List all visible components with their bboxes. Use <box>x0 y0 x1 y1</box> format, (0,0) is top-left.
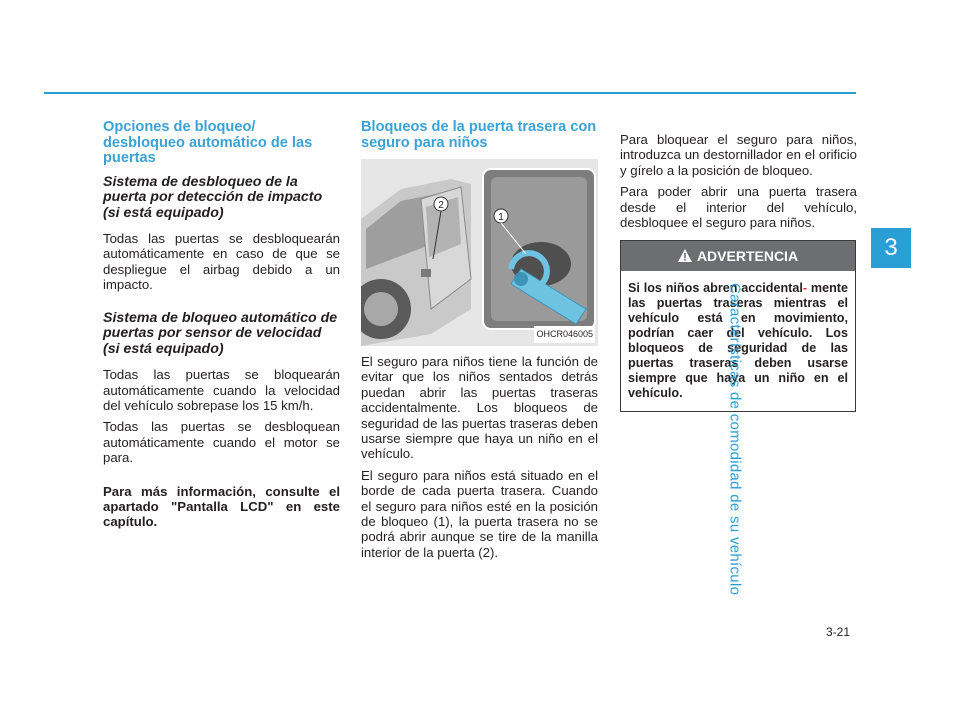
paragraph-engine-unlock: Todas las puertas se desbloquean automáticamente cuando el motor se para. <box>103 419 340 466</box>
callout-2-label: 2 <box>438 200 444 211</box>
warning-triangle-icon <box>678 249 692 262</box>
section-heading-child-lock: Bloqueos de la puerta trasera con seguro para niños <box>361 119 597 151</box>
column-1 <box>103 120 340 536</box>
warning-text-part-1: Si los niños abren accidental <box>628 281 803 296</box>
chapter-tab: 3 <box>871 228 911 268</box>
paragraph-speed-lock: Todas las puertas se bloquearán automáticamente cuando la velocidad del vehículo sobrepase los 15 km/h. <box>103 367 340 413</box>
page-number: 3-21 <box>826 625 851 639</box>
column-2 <box>361 120 598 566</box>
warning-title: ADVERTENCIA <box>696 248 799 265</box>
subheading-impact-unlock: Sistema de desbloqueo de la puerta por detección de impacto (si está equipado) <box>103 173 323 221</box>
callout-1-label: 1 <box>498 212 504 223</box>
child-lock-illustration <box>361 159 598 346</box>
figure-caption: OHCR046005 <box>534 326 595 343</box>
warning-text-part-2: mente las puertas traseras mientras el vehículo está en movimiento, podrían caer del vehículo. Los bloqueos de seguridad de las puertas traseras deben usarse siempre que haya un niño en el vehículo. <box>628 281 848 401</box>
paragraph-unlock-instructions: Para poder abrir una puerta trasera desde el interior del vehículo, desbloquee el seguro para niños. <box>620 184 857 231</box>
warning-hyphen: - <box>802 281 808 296</box>
paragraph-child-lock-location: El seguro para niños está situado en el borde de cada puerta trasera. Cuando el seguro para niños esté en la posición de bloqueo (1), la puerta trasera no se podrá abrir aunque se tire de la manilla interior de la puerta (2). <box>361 467 598 560</box>
paragraph-child-lock-function: El seguro para niños tiene la función de evitar que los niños sentados detrás puedan abrir las puertas traseras accidentalmente. Los bloqueos de seguridad de las puertas traseras deben usarse siempre que haya un niño en el vehículo. <box>361 354 598 462</box>
paragraph-more-info: Para más información, consulte el apartado "Pantalla LCD" en este capítulo. <box>103 483 340 530</box>
header-rule <box>44 92 856 94</box>
paragraph-impact-unlock: Todas las puertas se desbloquearán automáticamente en caso de que se despliegue el airbag debido a un impacto. <box>103 231 340 293</box>
section-heading-auto-lock: Opciones de bloqueo/ desbloqueo automático de las puertas <box>103 119 313 166</box>
chapter-title-text: Características de comodidad de su vehículo <box>726 283 744 596</box>
subheading-speed-lock: Sistema de bloqueo automático de puertas por sensor de velocidad (si está equipado) <box>103 309 338 357</box>
door-illustration <box>361 159 598 346</box>
warning-header <box>621 241 855 271</box>
paragraph-lock-instructions: Para bloquear el seguro para niños, introduzca un destornillador en el orificio y gírelo a la posición de bloqueo. <box>620 132 857 178</box>
